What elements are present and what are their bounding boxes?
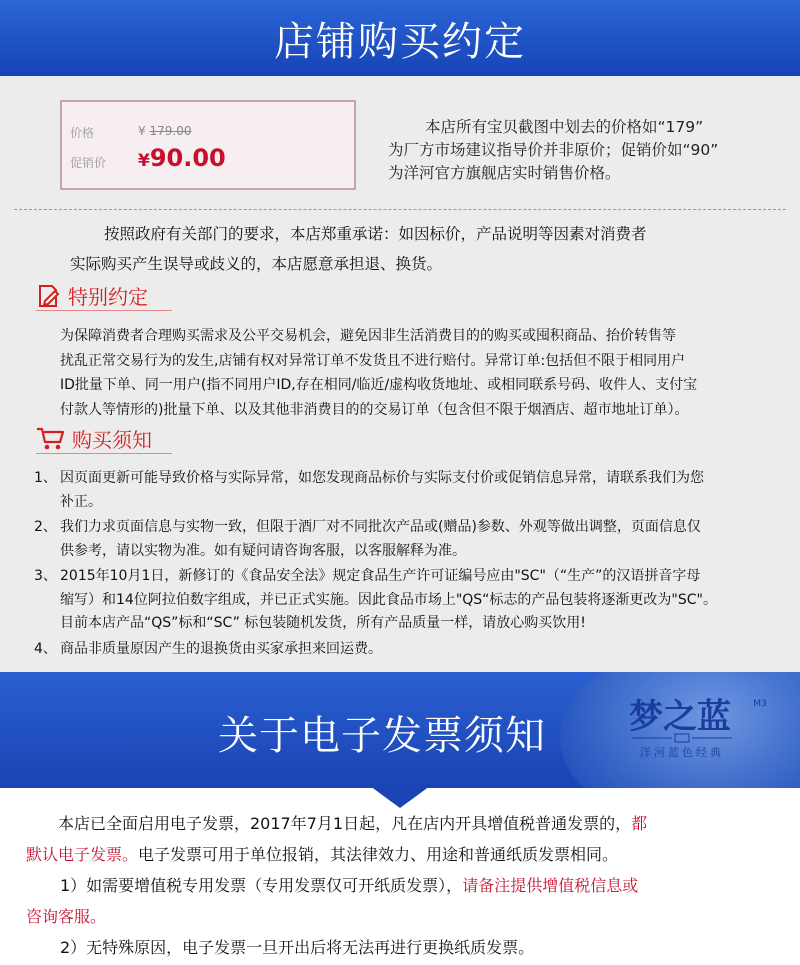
list-item: 2、 我们力求页面信息与实物一致，但限于酒厂对不同批次产品或(赠品)参数、外观等做出调整，页面信息仅 供参考，请以实物为准。如有疑问请咨询客服，以客服解释为准。 [34,519,701,559]
promo-label: 促销价 [70,156,107,170]
svg-text:M3: M3 [753,699,767,709]
shopping-cart-icon [36,426,66,452]
invoice-text: 本店已全面启用电子发票，2017年7月1日起，凡在店内开具增值税普通发票的，都 默认电子发票。电子发票可用于单位报销，其法律效力、用途和普通纸质发票相同。 1）如需要增值税专用发票（专用发票仅可开纸质发票），请备注提供增值税信息或 咨询客服。 2）无特殊原因，电子发票一旦开出后将无法再进行更换纸质发票。 [26,814,648,957]
purchase-notice-heading: 购买须知 [36,424,152,453]
svg-text:洋河蓝色经典: 洋河蓝色经典 [640,746,724,759]
list-item: 1、 因页面更新可能导致价格与实际异常，如您发现商品标价与实际支付价或促销信息异常，请联系我们为您 补正。 [34,470,704,510]
list-item: 4、 商品非质量原因产生的退换货由买家承担来回运费。 [34,640,382,657]
invoice-banner [0,672,800,788]
original-price: ¥ 179.00 [138,124,192,138]
price-example-box [60,100,356,190]
special-agreement-heading: 特别约定 [36,281,148,310]
promise-text: 按照政府有关部门的要求，本店郑重承诺：如因标价，产品说明等因素对消费者 实际购买产生误导或歧义的，本店愿意承担退、换货。 [70,225,647,273]
list-item: 3、 2015年10月1日，新修订的《食品安全法》规定食品生产许可证编号应由"SC"（“生产”的汉语拼音字母 缩写）和14位阿拉伯数字组成，并已正式实施。因此食品市场上"QS“标志的产品包装将逐渐更改为"SC"。 目前本店产品“QS”标和“SC” 标包装随机发货，所有产品质量一样，请放心购买饮用! [34,568,717,631]
price-note: 本店所有宝贝截图中划去的价格如“179” 为厂方市场建议指导价并非原价；促销价如“90” 为洋河官方旗舰店实时销售价格。 [388,118,719,182]
divider [14,209,786,210]
brand-logo-icon [602,684,772,768]
page-title: 店铺购买约定 [274,18,526,65]
promo-price: ¥90.00 [138,144,226,172]
document-edit-icon [36,284,62,308]
banner-notch [370,786,430,808]
svg-text:梦之蓝: 梦之蓝 [629,697,731,737]
price-label: 价格 [70,126,95,140]
special-agreement-text: 为保障消费者合理购买需求及公平交易机会，避免因非生活消费目的的购买或囤积商品、抬价转售等 扰乱正常交易行为的发生,店铺有权对异常订单不发货且不进行赔付。异常订单:包括但不限于相同用户 ID批量下单、同一用户(指不同用户ID,存在相同/临近/虚构收货地址、或相同联系号码、收件人、支付宝 付款人等情形的)批量下单、以及其他非消费目的的交易订单（包含但不限于烟酒店、超市地址订单）。 [60,328,698,418]
top-banner [0,0,800,76]
purchase-notice-list [34,467,784,663]
invoice-title: 关于电子发票须知 [218,713,546,759]
